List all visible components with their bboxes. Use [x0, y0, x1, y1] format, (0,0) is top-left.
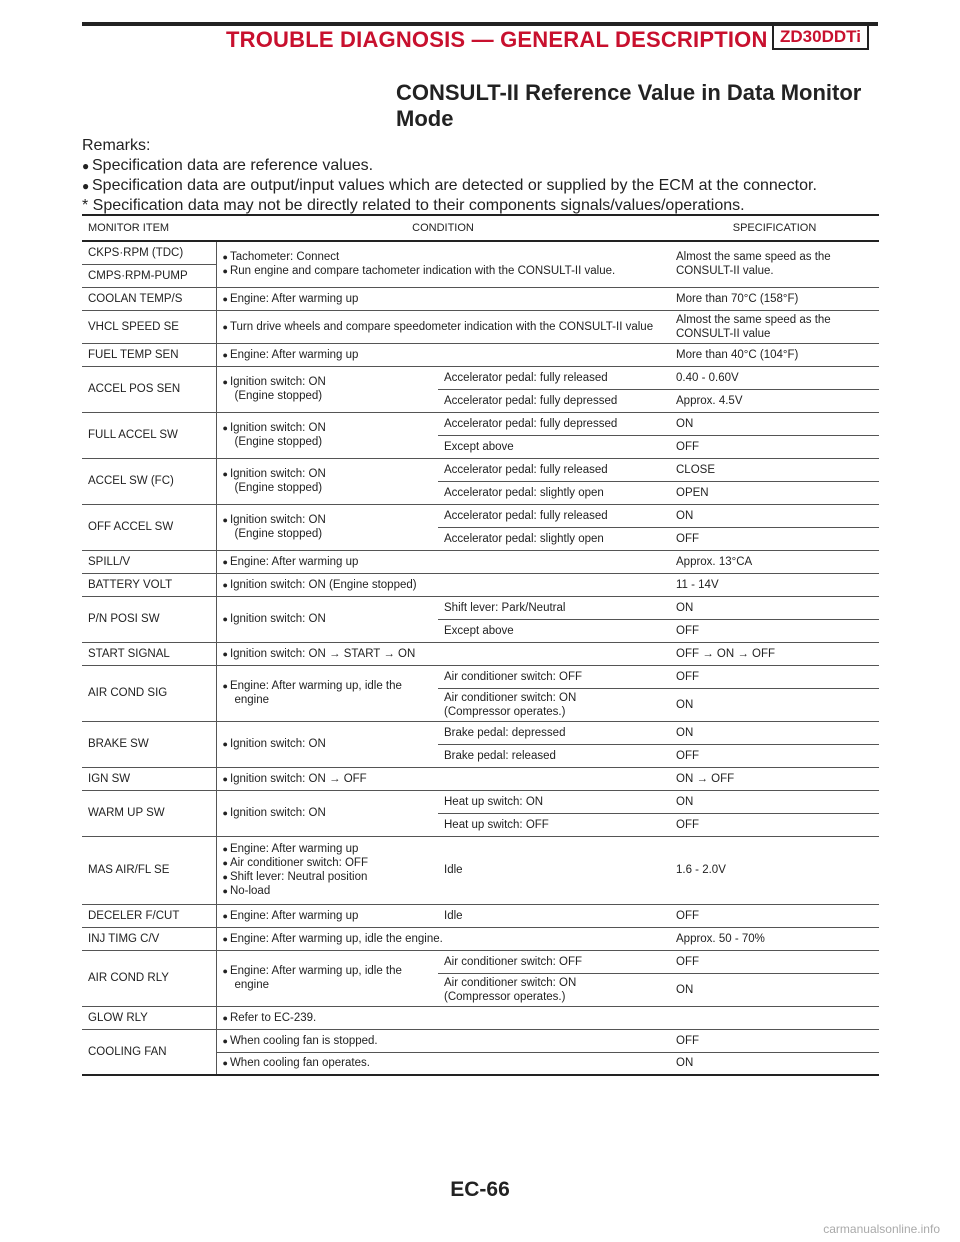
table-row	[82, 287, 879, 310]
specification-cell: ON	[670, 596, 879, 619]
monitor-item: BRAKE SW	[82, 721, 216, 767]
monitor-item: ACCEL POS SEN	[82, 366, 216, 412]
specification-cell: ON	[670, 721, 879, 744]
monitor-item: SPILL/V	[82, 550, 216, 573]
condition-cell: ● Engine: After warming up	[216, 550, 670, 573]
table-header-row	[82, 215, 879, 241]
specification-cell: Approx. 4.5V	[670, 389, 879, 412]
monitor-item: MAS AIR/FL SE	[82, 836, 216, 904]
sub-condition-cell: Accelerator pedal: fully depressed	[438, 412, 670, 435]
column-header-specification: SPECIFICATION	[670, 215, 879, 241]
header-model-badge: ZD30DDTi	[772, 24, 869, 50]
sub-condition-cell: Heat up switch: ON	[438, 790, 670, 813]
sub-condition-cell: Accelerator pedal: fully released	[438, 366, 670, 389]
remarks-item: ● Specification data are output/input values which are detected or supplied by the ECM at the connector.	[82, 177, 817, 194]
section-title: CONSULT-II Reference Value in Data Monitor Mode	[396, 80, 862, 131]
header-title: TROUBLE DIAGNOSIS — GENERAL DESCRIPTION	[226, 27, 768, 52]
condition-cell: ● Turn drive wheels and compare speedometer indication with the CONSULT-II value	[216, 310, 670, 343]
specification-cell: ON	[670, 412, 879, 435]
condition-cell: ● Engine: After warming up	[216, 287, 670, 310]
specification-cell: OFF	[670, 665, 879, 688]
condition-cell: ● Engine: After warming up, idle the engine	[216, 665, 438, 721]
table-row	[82, 904, 879, 927]
specification-cell: OFF	[670, 527, 879, 550]
sub-condition-cell: Except above	[438, 619, 670, 642]
specification-cell: OFF	[670, 744, 879, 767]
sub-condition-cell: Idle	[438, 904, 670, 927]
specification-cell: ON	[670, 973, 879, 1006]
monitor-item: GLOW RLY	[82, 1006, 216, 1029]
monitor-item: INJ TIMG C/V	[82, 927, 216, 950]
table-row	[82, 721, 879, 744]
table-row	[82, 790, 879, 813]
table-row	[82, 950, 879, 973]
table-row	[82, 642, 879, 665]
specification-cell: ON	[670, 1052, 879, 1075]
condition-cell: ● Ignition switch: ON (Engine stopped)	[216, 366, 438, 412]
specification-cell: OFF	[670, 1029, 879, 1052]
table-row	[82, 596, 879, 619]
header-rule	[82, 22, 878, 26]
monitor-item: FULL ACCEL SW	[82, 412, 216, 458]
specification-cell: 11 - 14V	[670, 573, 879, 596]
monitor-item: COOLAN TEMP/S	[82, 287, 216, 310]
sub-condition-cell: Except above	[438, 435, 670, 458]
sub-condition-cell: Brake pedal: released	[438, 744, 670, 767]
monitor-item: VHCL SPEED SE	[82, 310, 216, 343]
monitor-item: BATTERY VOLT	[82, 573, 216, 596]
reference-value-table	[82, 214, 879, 1076]
monitor-item: P/N POSI SW	[82, 596, 216, 642]
table-row	[82, 310, 879, 343]
specification-cell: ON	[670, 504, 879, 527]
sub-condition-cell: Accelerator pedal: slightly open	[438, 481, 670, 504]
monitor-item: COOLING FAN	[82, 1029, 216, 1075]
condition-cell: ● Engine: After warming up	[216, 343, 670, 366]
condition-cell: ● Ignition switch: ON → OFF	[216, 767, 670, 790]
specification-cell: ON	[670, 688, 879, 721]
condition-cell: ● Engine: After warming up	[216, 904, 438, 927]
condition-cell: ● Engine: After warming up ● Air conditioner switch: OFF ● Shift lever: Neutral position ● No-load	[216, 836, 438, 904]
specification-cell: 1.6 - 2.0V	[670, 836, 879, 904]
specification-cell: More than 70°C (158°F)	[670, 287, 879, 310]
sub-condition-cell: Air conditioner switch: ON (Compressor operates.)	[438, 688, 670, 721]
table-row	[82, 412, 879, 435]
page-code: EC-66	[450, 1178, 510, 1201]
specification-cell: More than 40°C (104°F)	[670, 343, 879, 366]
table-row	[82, 343, 879, 366]
monitor-item: FUEL TEMP SEN	[82, 343, 216, 366]
table-row	[82, 1029, 879, 1052]
monitor-item: WARM UP SW	[82, 790, 216, 836]
remarks-note: * Specification data may not be directly related to their components signals/values/operations.	[82, 197, 745, 214]
table-row	[82, 573, 879, 596]
condition-cell: ● Engine: After warming up, idle the engine	[216, 950, 438, 1006]
remarks-item: ● Specification data are reference values.	[82, 157, 374, 174]
specification-cell: Almost the same speed as the CONSULT-II value.	[670, 241, 879, 287]
monitor-item: DECELER F/CUT	[82, 904, 216, 927]
specification-cell: ON	[670, 790, 879, 813]
specification-cell: Almost the same speed as the CONSULT-II value	[670, 310, 879, 343]
sub-condition-cell: Shift lever: Park/Neutral	[438, 596, 670, 619]
monitor-item: OFF ACCEL SW	[82, 504, 216, 550]
column-header-condition: CONDITION	[216, 215, 670, 241]
sub-condition-cell: Accelerator pedal: fully depressed	[438, 389, 670, 412]
specification-cell: OFF	[670, 435, 879, 458]
condition-cell: ● Ignition switch: ON (Engine stopped)	[216, 412, 438, 458]
specification-cell: Approx. 13°CA	[670, 550, 879, 573]
table-row	[82, 927, 879, 950]
sub-condition-cell: Air conditioner switch: ON (Compressor operates.)	[438, 973, 670, 1006]
condition-cell: ● Engine: After warming up, idle the engine.	[216, 927, 670, 950]
monitor-item: CKPS·RPM (TDC)	[82, 241, 216, 264]
specification-cell: 0.40 - 0.60V	[670, 366, 879, 389]
table-row	[82, 836, 879, 904]
table-row	[82, 665, 879, 688]
table-row	[82, 241, 879, 264]
condition-cell: ● Ignition switch: ON	[216, 721, 438, 767]
column-header-monitor-item: MONITOR ITEM	[82, 215, 216, 241]
condition-cell: ● Ignition switch: ON → START → ON	[216, 642, 670, 665]
sub-condition-cell: Brake pedal: depressed	[438, 721, 670, 744]
specification-cell: OFF → ON → OFF	[670, 642, 879, 665]
condition-cell: ● Ignition switch: ON (Engine stopped)	[216, 458, 438, 504]
specification-cell: OFF	[670, 950, 879, 973]
condition-cell: ● Ignition switch: ON	[216, 790, 438, 836]
monitor-item: CMPS·RPM-PUMP	[82, 264, 216, 287]
condition-cell: ● When cooling fan is stopped.	[216, 1029, 670, 1052]
specification-cell: Approx. 50 - 70%	[670, 927, 879, 950]
sub-condition-cell: Idle	[438, 836, 670, 904]
specification-cell: OPEN	[670, 481, 879, 504]
condition-cell: ● Tachometer: Connect ● Run engine and compare tachometer indication with the CONSULT-II value.	[216, 241, 670, 287]
monitor-item: START SIGNAL	[82, 642, 216, 665]
sub-condition-cell: Heat up switch: OFF	[438, 813, 670, 836]
specification-cell: OFF	[670, 619, 879, 642]
remarks	[82, 136, 882, 216]
condition-cell: ● Ignition switch: ON (Engine stopped)	[216, 504, 438, 550]
table-row	[82, 458, 879, 481]
monitor-item: ACCEL SW (FC)	[82, 458, 216, 504]
watermark: carmanualsonline.info	[823, 1222, 940, 1236]
condition-cell: ● Ignition switch: ON (Engine stopped)	[216, 573, 670, 596]
sub-condition-cell: Accelerator pedal: fully released	[438, 458, 670, 481]
monitor-item: AIR COND SIG	[82, 665, 216, 721]
remarks-label: Remarks:	[82, 137, 151, 154]
monitor-item: AIR COND RLY	[82, 950, 216, 1006]
table-row	[82, 550, 879, 573]
monitor-item: IGN SW	[82, 767, 216, 790]
table-row	[82, 1006, 879, 1029]
sub-condition-cell: Accelerator pedal: fully released	[438, 504, 670, 527]
table-row	[82, 366, 879, 389]
condition-cell: ● When cooling fan operates.	[216, 1052, 670, 1075]
specification-cell: ON → OFF	[670, 767, 879, 790]
condition-cell: ● Ignition switch: ON	[216, 596, 438, 642]
table-row	[82, 504, 879, 527]
sub-condition-cell: Accelerator pedal: slightly open	[438, 527, 670, 550]
specification-cell: OFF	[670, 813, 879, 836]
sub-condition-cell: Air conditioner switch: OFF	[438, 665, 670, 688]
specification-cell: CLOSE	[670, 458, 879, 481]
specification-cell: OFF	[670, 904, 879, 927]
sub-condition-cell: Air conditioner switch: OFF	[438, 950, 670, 973]
condition-cell: ● Refer to EC-239.	[216, 1006, 879, 1029]
table-row	[82, 767, 879, 790]
